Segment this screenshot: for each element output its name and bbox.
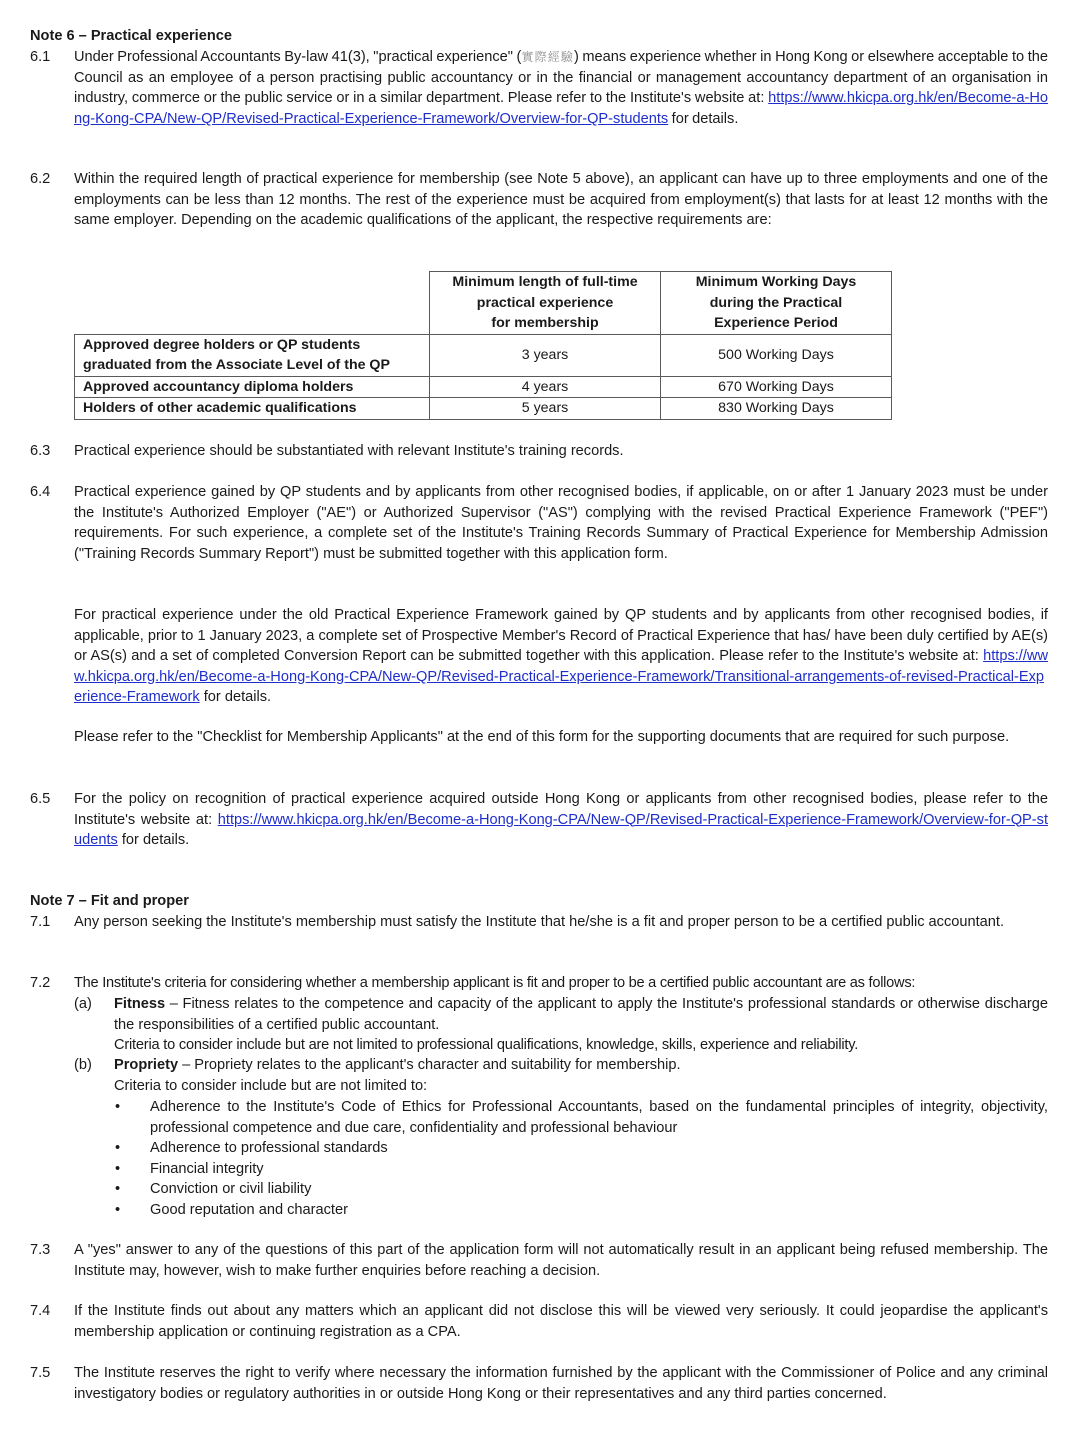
text: – Fitness relates to the competence and capacity of the applicant to apply the Institute's professional standards or otherwise discharge the responsibilities of a certified public accountant. [114,996,1048,1033]
paragraph-6-3 [30,441,1048,462]
header-line: Minimum length of full-time [452,274,638,290]
paragraph-6-2 [30,169,1048,231]
qualification-line: graduated from the Associate Level of the QP [83,357,390,373]
criterion-criteria: Criteria to consider include but are not limited to professional qualifications, knowledge, skills, experience and reliability. [114,1037,859,1054]
qualification-line: Approved degree holders or QP students [83,336,361,353]
criterion-body [114,994,1048,1035]
paragraph-body: The Institute reserves the right to verify where necessary the information furnished by the applicant with the Commissioner of Police and any criminal investigatory bodies or regulatory authorities in or outside Hong Kong or their representatives and any third parties concerned. [74,1365,1048,1402]
text: Under Professional Accountants By-law 41(3), "practical experience" ( [74,49,522,65]
paragraph-number: 7.5 [30,1365,51,1381]
criterion-propriety [74,1055,1048,1096]
bullet-icon: • [115,1201,121,1218]
list-item-text: Conviction or civil liability [150,1181,312,1198]
note-7-heading: Note 7 – Fit and proper [30,893,189,909]
table-header-working-days [661,272,892,335]
chinese-term: 實際經驗 [521,50,574,64]
table-header-row [75,272,892,335]
text: for details. [668,110,739,127]
paragraph-body: Within the required length of practical experience for membership (see Note 5 above), an applicant can have up to three employments and one of the employments can be less than 12 months. The rest of the experience must be acquired from employment(s) that lasts for at least 12 months with the same employer. Depending on the academic qualifications of the applicant, the respective requirements are: [74,171,1048,229]
table-cell-length: 5 years [430,398,661,420]
table-row-qualification [75,334,430,376]
paragraph-body: The Institute's criteria for considering whether a membership applicant is fit and proper to be a certified public accountant are as follows: [74,975,916,991]
paragraph-body [74,47,1048,129]
paragraph-6-4-old-framework [74,605,1048,708]
table-cell-length: 4 years [430,376,661,398]
list-item [113,1138,1048,1159]
text: For the policy on recognition of practical experience acquired outside Hong Kong or applicants from other recognised bodies, please refer to the Institute's website at: [74,791,1048,828]
list-item-text: Adherence to the Institute's Code of Ethics for Professional Accountants, based on the fundamental principles of integrity, objectivity, professional competence and due care, confidentiality and professional behaviour [150,1099,1048,1136]
propriety-criteria-list [113,1097,1048,1221]
text: ) means experience whether in Hong Kong or elsewhere acceptable to the Council as an employee of a person practising public accountancy or in the financial or management accountancy department of an organisation in industry, commerce or the public service or in a similar department. Please refer to the Institute's website at: [74,49,1048,107]
list-item [113,1097,1048,1138]
paragraph-7-5 [30,1363,1048,1404]
bullet-icon: • [115,1099,121,1115]
criterion-fitness [74,994,1048,1056]
paragraph-number: 6.3 [30,443,51,459]
criterion-term: Propriety [114,1057,179,1073]
text: For practical experience under the old Practical Experience Framework gained by QP students and by applicants from other recognised bodies, if applicable, prior to 1 January 2023, a complete set of Prospective Member's Record of Practical Experience that has/ have been duly certified by AE(s) or AS(s) and a set of completed Conversion Report can be submitted together with this application. Please refer to the Institute's website at: [74,607,1048,665]
table-row [75,334,892,376]
text: for details. [199,689,272,706]
paragraph-7-1 [30,912,1048,933]
paragraph-number: 7.1 [30,914,51,930]
criterion-label: (b) [74,1057,92,1073]
paragraph-number: 7.3 [30,1242,51,1258]
table-cell-length: 3 years [430,334,661,376]
header-line: during the Practical [709,294,843,311]
list-item [113,1179,1048,1200]
list-item [113,1159,1048,1180]
paragraph-body: Any person seeking the Institute's membership must satisfy the Institute that he/she is a fit and proper person to be a certified public accountant. [74,914,1005,930]
paragraph-7-3 [30,1240,1048,1281]
bullet-icon: • [115,1140,121,1157]
header-line: for membership [491,315,599,331]
table-row-qualification: Holders of other academic qualifications [75,398,430,420]
paragraph-number: 6.5 [30,791,51,807]
paragraph-body: If the Institute finds out about any matters which an applicant did not disclose this will be viewed very seriously. It could jeopardise the applicant's membership application or continuing registration as a CPA. [74,1303,1048,1340]
paragraph-number: 6.1 [30,49,51,65]
paragraph-body: Practical experience gained by QP students and by applicants from other recognised bodies, if applicable, on or after 1 January 2023 must be under the Institute's Authorized Employer ("AE") or Authorized Supervisor ("AS") complying with the revised Practical Experience Framework ("PEF") requirements. For such experience, a complete set of the Institute's Training Records Summary of Practical Experience for Membership Admission ("Training Records Summary Report") must be submitted together with this application form. [74,484,1048,562]
paragraph-6-1 [30,47,1048,129]
paragraph-6-4-checklist: Please refer to the "Checklist for Membership Applicants" at the end of this form for the supporting documents that are required for such purpose. [74,729,1010,745]
criterion-criteria: Criteria to consider include but are not limited to: [114,1077,428,1094]
list-item-text: Adherence to professional standards [150,1140,388,1157]
table-row [75,376,892,398]
paragraph-body: Practical experience should be substantiated with relevant Institute's training records. [74,443,624,459]
bullet-icon: • [115,1181,121,1198]
list-item [113,1200,1048,1221]
list-item-text: Good reputation and character [150,1201,348,1218]
paragraph-number: 7.4 [30,1303,51,1319]
criterion-term: Fitness [114,996,166,1012]
text: for details. [117,832,190,849]
paragraph-6-5 [30,789,1048,851]
criterion-label: (a) [74,996,92,1012]
table-empty-corner [75,272,430,335]
criterion-body [114,1055,1048,1076]
paragraph-body [74,789,1048,851]
table-cell-working-days: 670 Working Days [661,376,892,398]
table-row [75,398,892,420]
paragraph-7-4 [30,1301,1048,1342]
website-link-transitional-arrangements[interactable]: https://www.hkicpa.org.hk/en/Become-a-Hong-Kong-CPA/New-QP/Revised-Practical-Experience-Framework/Transitional-arrangements-of-revised-Practical-Experience-Framework [74,648,1048,706]
table-header-min-length [430,272,661,335]
paragraph-6-4 [30,482,1048,564]
header-line: Experience Period [714,315,838,331]
header-line: practical experience [476,294,614,311]
table-cell-working-days: 500 Working Days [661,334,892,376]
website-link-overview[interactable]: https://www.hkicpa.org.hk/en/Become-a-Hong-Kong-CPA/New-QP/Revised-Practical-Experience-Framework/Overview-for-QP-students [74,90,1048,127]
table-row-qualification: Approved accountancy diploma holders [75,376,430,398]
practical-experience-requirements-table [74,271,892,420]
paragraph-number: 7.2 [30,975,51,991]
paragraph-7-2 [30,973,1048,994]
paragraph-number: 6.2 [30,171,51,187]
list-item-text: Financial integrity [150,1160,264,1177]
paragraph-number: 6.4 [30,484,51,500]
paragraph-body: A "yes" answer to any of the questions of this part of the application form will not automatically result in an applicant being refused membership. The Institute may, however, wish to make further enquiries before reaching a decision. [74,1242,1048,1279]
text: – Propriety relates to the applicant's character and suitability for membership. [178,1057,681,1073]
header-line: Minimum Working Days [695,274,857,290]
bullet-icon: • [115,1160,121,1177]
table-cell-working-days: 830 Working Days [661,398,892,420]
website-link-overview-policy[interactable]: https://www.hkicpa.org.hk/en/Become-a-Hong-Kong-CPA/New-QP/Revised-Practical-Experience-Framework/Overview-for-QP-students [74,811,1048,849]
note-6-heading: Note 6 – Practical experience [30,28,232,44]
